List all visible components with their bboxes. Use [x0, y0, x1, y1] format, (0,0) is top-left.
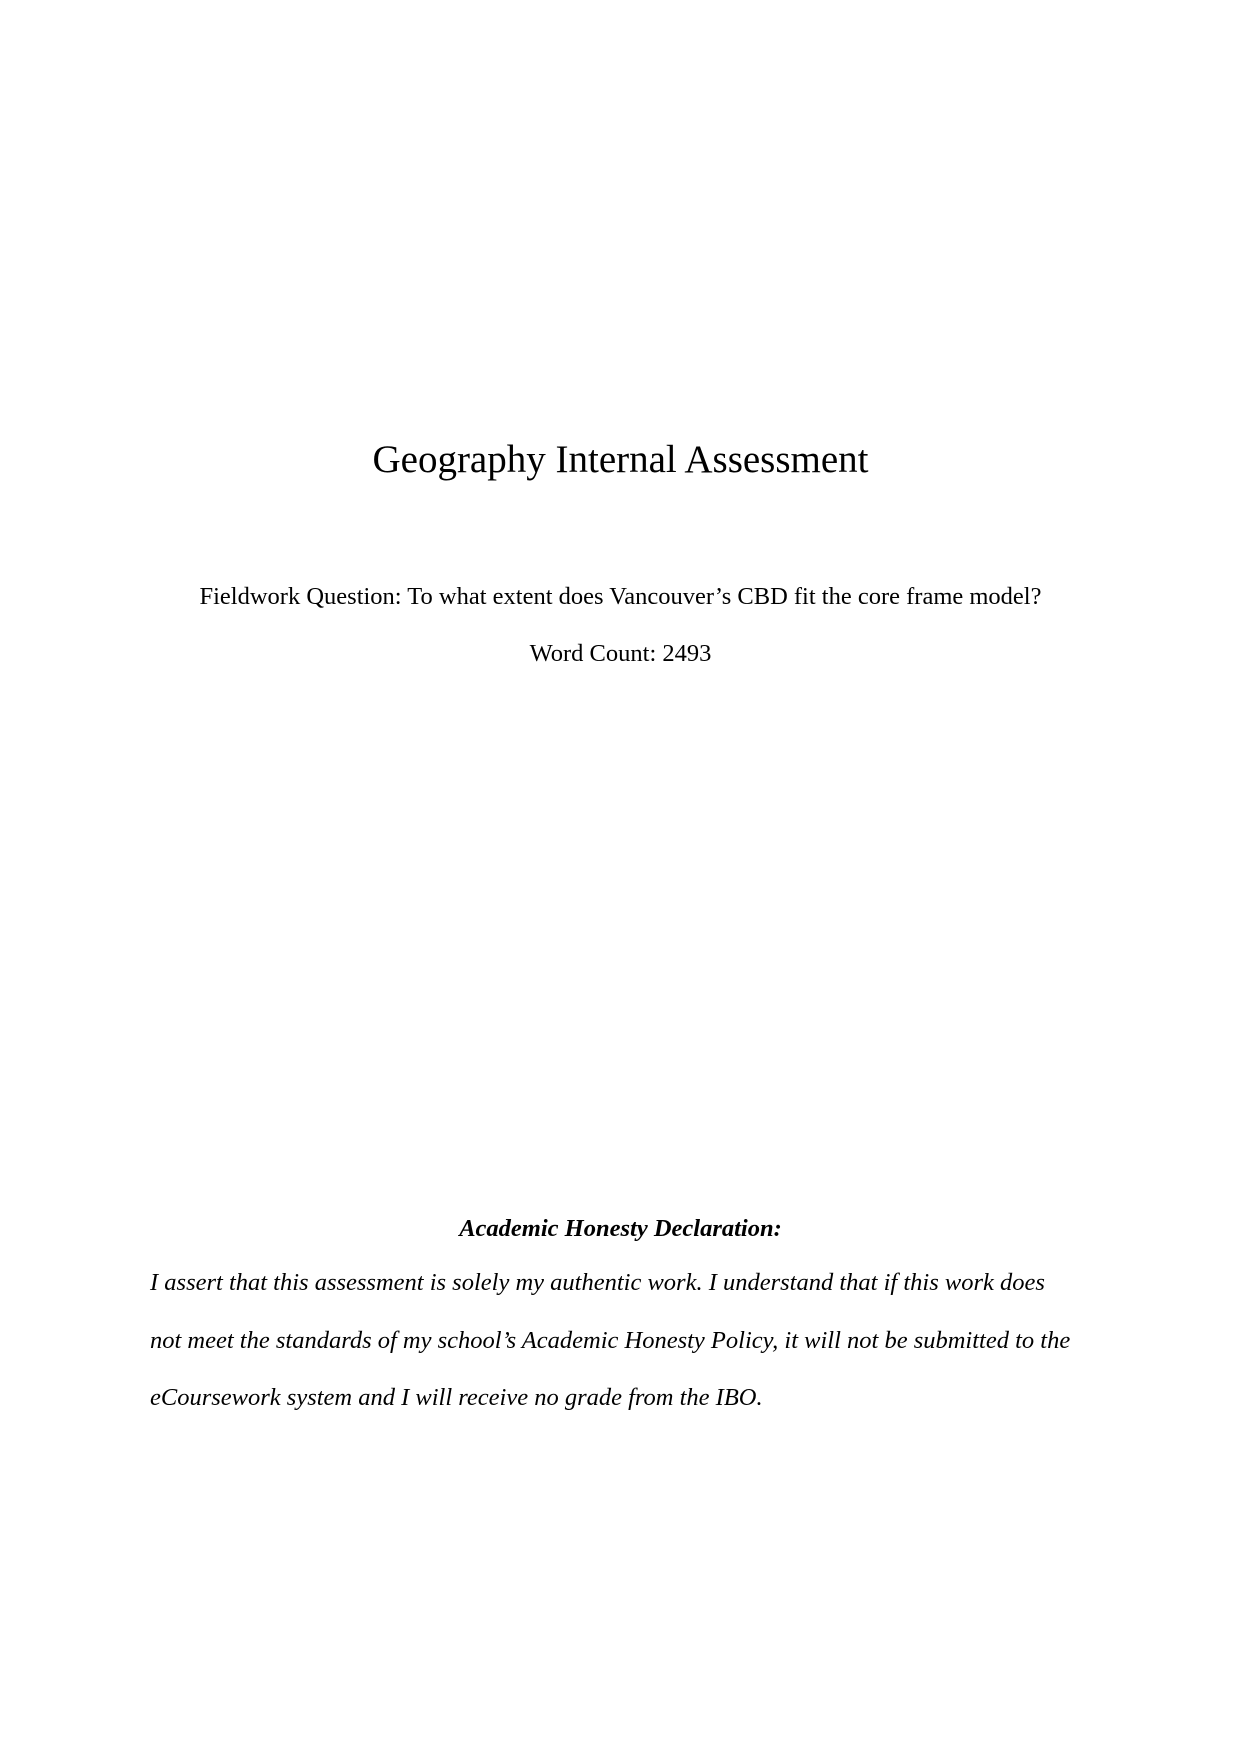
document-title: Geography Internal Assessment	[372, 438, 869, 481]
declaration-line: I assert that this assessment is solely my authentic work. I understand that if this work does	[150, 1269, 1045, 1296]
declaration-body	[150, 1254, 1095, 1427]
fieldwork-question: Fieldwork Question: To what extent does Vancouver’s CBD fit the core frame model?	[199, 583, 1042, 610]
declaration-line: eCoursework system and I will receive no grade from the IBO.	[150, 1384, 763, 1411]
declaration-line: not meet the standards of my school’s Academic Honesty Policy, it will not be submitted to the	[150, 1326, 1071, 1354]
declaration-heading: Academic Honesty Declaration:	[459, 1215, 782, 1242]
word-count: Word Count: 2493	[529, 640, 712, 667]
